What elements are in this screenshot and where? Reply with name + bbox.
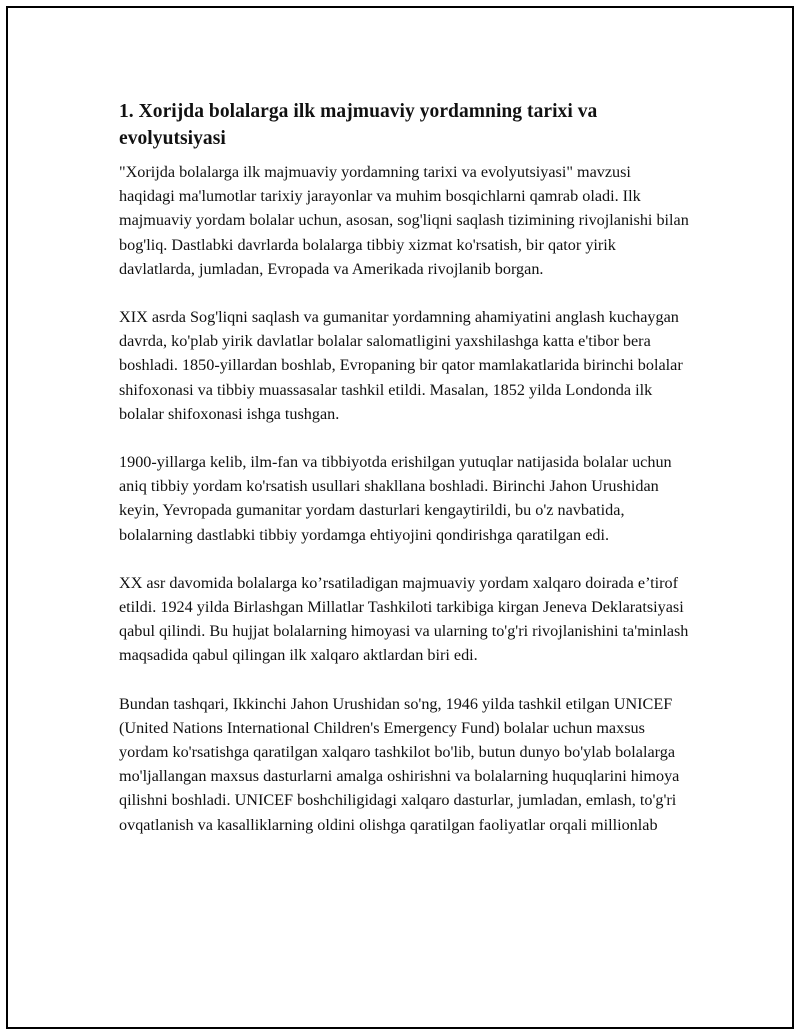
body-paragraph-4: XX asr davomida bolalarga ko’rsatiladigan majmuaviy yordam xalqaro doirada e’tirof etildi. 1924 yilda Birlashgan Millatlar Tashkiloti tarkibiga kirgan Jeneva Deklaratsiyasi qabul qilindi. Bu hujjat bolalarning himoyasi va ularning to'g'ri rivojlanishini ta'minlash maqsadida qabul qilingan ilk xalqaro aktlardan biri edi. <box>119 573 689 665</box>
document-content <box>119 98 689 837</box>
body-paragraph-3: 1900-yillarga kelib, ilm-fan va tibbiyotda erishilgan yutuqlar natijasida bolalar uchun aniq tibbiy yordam ko'rsatish usullari shakllana boshladi. Birinchi Jahon Urushidan keyin, Yevropada gumanitar yordam dasturlari kengaytirildi, bu o'z navbatida, bolalarning dastlabki tibbiy yordamga ehtiyojini qondirishga qaratilgan edi. <box>119 453 672 544</box>
body-paragraph-5: Bundan tashqari, Ikkinchi Jahon Urushidan so'ng, 1946 yilda tashkil etilgan UNICEF (United Nations International Children's Emergency Fund) bolalar uchun maxsus yordam ko'rsatishga qaratilgan xalqaro tashkilot bo'lib, butun dunyo bo'ylab bolalarga mo'ljallangan maxsus dasturlarni amalga oshirishni va bolalarning huquqlarini himoya qilishni boshladi. UNICEF boshchiligidagi xalqaro dasturlar, jumladan, emlash, to'g'ri ovqatlanish va kasalliklarning oldini olishga qaratilgan faoliyatlar orqali millionlab <box>119 694 680 834</box>
section-heading: 1. Xorijda bolalarga ilk majmuaviy yordamning tarixi va evolyutsiyasi <box>119 101 598 149</box>
document-page <box>6 6 794 1029</box>
body-paragraph-2: XIX asrda Sog'liqni saqlash va gumanitar yordamning ahamiyatini anglash kuchaygan davrda, ko'plab yirik davlatlar bolalar salomatligini yaxshilashga katta e'tibor bera boshladi. 1850-yillardan boshlab, Evropaning bir qator mamlakatlarida birinchi bolalar shifoxonasi va tibbiy muassasalar tashkil etildi. Masalan, 1852 yilda Londonda ilk bolalar shifoxonasi ishga tushgan. <box>119 308 683 423</box>
body-paragraph-1: "Xorijda bolalarga ilk majmuaviy yordamning tarixi va evolyutsiyasi" mavzusi haqidagi ma'lumotlar tarixiy jarayonlar va muhim bosqichlarni qamrab oladi. Ilk majmuaviy yordam bolalar uchun, asosan, sog'liqni saqlash tizimining rivojlanishi bilan bog'liq. Dastlabki davrlarda bolalarga tibbiy xizmat ko'rsatish, bir qator yirik davlatlarda, jumladan, Evropada va Amerikada rivojlanib borgan. <box>119 163 689 278</box>
